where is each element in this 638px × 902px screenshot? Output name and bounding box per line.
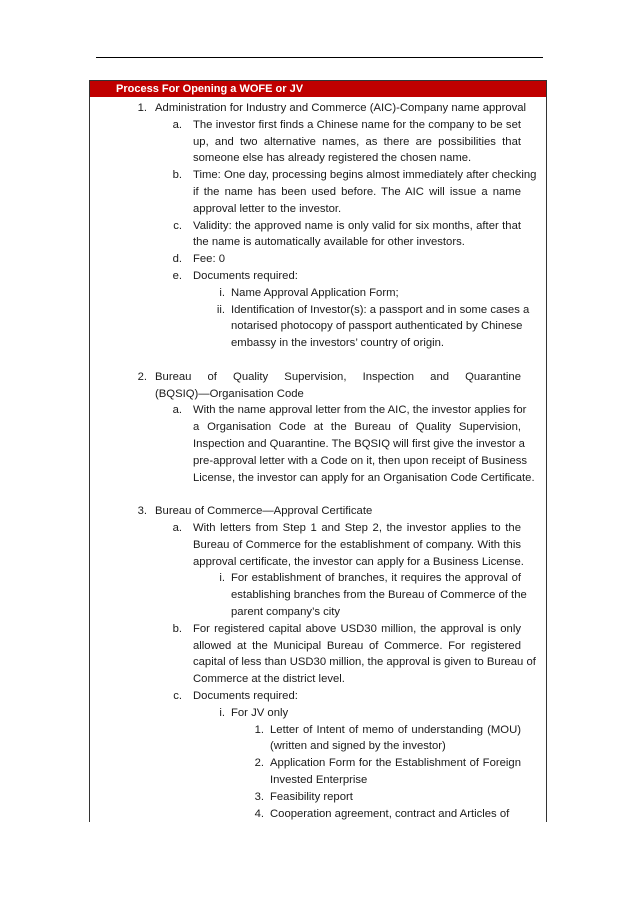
list-text-line: Identification of Investor(s): a passport and in some cases a [231,303,530,316]
list-marker: i. [219,706,225,719]
list-text-line: Time: One day, processing begins almost immediately after checking [193,169,537,182]
list-text-line: capital of less than USD30 million, the approval is given to Bureau of [193,656,536,669]
list-text-line: License, the investor can apply for an Organisation Code Certificate. [193,471,535,484]
list-text-line: Commerce at the district level. [193,673,345,686]
list-text-line: (BQSIQ)—Organisation Code [155,387,304,400]
list-text-line: Bureau of Commerce—Approval Certificate [155,505,373,518]
list-marker: b. [172,169,182,182]
list-marker: ii. [216,303,225,316]
list-marker: e. [172,270,182,282]
list-text-line: Inspection and Quarantine. The BQSIQ will first give the investor a [193,438,525,450]
list-text-line: embassy in the investors’ country of origin. [231,337,445,350]
list-text-line: up, and two alternative names, as there are possibilities that [193,135,521,148]
list-text-line: For establishment of branches, it requires the approval of [231,572,521,585]
list-text-line: For JV only [231,706,289,719]
list-marker: c. [173,690,182,702]
list-text-line: pre-approval letter with a Code on it, then upon receipt of Business [193,454,528,467]
list-marker: d. [172,253,182,266]
list-marker: 1. [137,102,147,114]
list-text-line: approval certificate, the investor can apply for a Business License. [193,555,524,568]
list-text-line: Bureau of Commerce for the establishment of company. With this [193,538,521,551]
list-text-line: (written and signed by the investor) [270,740,446,753]
list-marker: 1. [254,723,264,736]
list-text-line: Fee: 0 [193,253,226,266]
list-marker: a. [172,118,182,131]
list-text-line: parent company’s city [231,606,341,618]
list-marker: a. [172,522,182,534]
list-marker: i. [219,286,225,299]
list-text-line: Validity: the approved name is only valid for six months, after that [193,219,521,232]
list-marker: 3. [137,505,147,518]
list-text-line: Letter of Intent of memo of understanding (MOU) [270,723,521,736]
list-text-line: notarised photocopy of passport authenticated by Chinese [231,320,523,333]
list-text-line: Invested Enterprise [270,774,368,786]
list-text-line: Feasibility report [270,790,353,803]
list-text-line: Bureau of Quality Supervision, Inspection and Quarantine [155,370,521,383]
list-marker: 2. [137,370,147,383]
list-marker: 4. [254,807,264,820]
section-title: Process For Opening a WOFE or JV [90,81,546,97]
list-text-line: With the name approval letter from the AIC, the investor applies for [193,404,527,417]
header-rule [96,57,543,58]
list-text-line: Cooperation agreement, contract and Articles of [270,807,510,820]
list-marker: b. [172,622,182,635]
list-text-line: someone else has already registered the chosen name. [193,152,472,165]
list-text-line: if the name has been used before. The AIC will issue a name [193,186,521,198]
list-marker: i. [219,572,225,585]
list-marker: 3. [254,790,264,803]
list-text-line: the name is automatically available for other investors. [193,236,465,249]
document-box [89,80,547,822]
list-text-line: With letters from Step 1 and Step 2, the investor applies to the [193,522,521,534]
list-text-line: Documents required: [193,690,298,702]
list-text-line: Administration for Industry and Commerce (AIC)-Company name approval [155,102,527,114]
list-marker: c. [173,219,182,232]
list-text-line: Application Form for the Establishment of Foreign [270,757,521,770]
list-text-line: The investor first finds a Chinese name for the company to be set [193,118,521,131]
list-text-line: establishing branches from the Bureau of Commerce of the [231,589,527,602]
list-text-line: For registered capital above USD30 million, the approval is only [193,622,521,635]
list-text-line: allowed at the Municipal Bureau of Commerce. For registered [193,639,521,652]
list-marker: 2. [254,757,264,770]
list-text-line: Documents required: [193,270,298,282]
list-text-line: approval letter to the investor. [193,202,342,215]
list-text-line: a Organisation Code at the Bureau of Quality Supervision, [193,421,521,434]
list-marker: a. [172,404,182,417]
list-text-line: Name Approval Application Form; [231,286,399,299]
